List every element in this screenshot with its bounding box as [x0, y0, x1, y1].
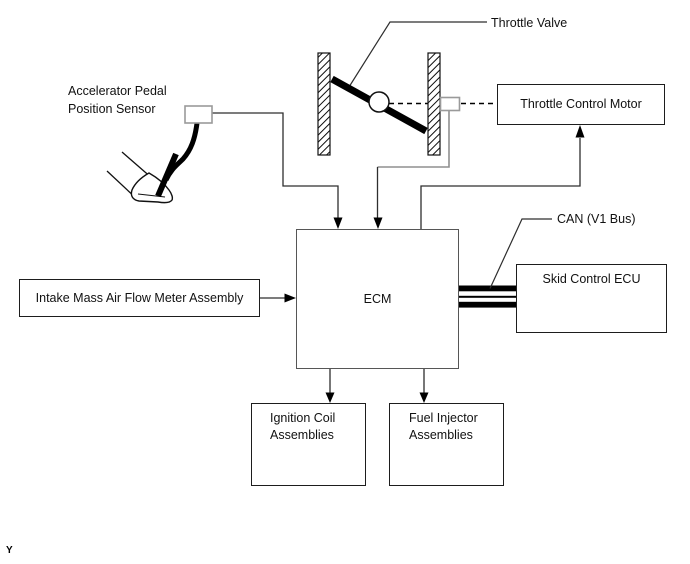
- throttle-motor-shaft: [441, 98, 460, 111]
- page-marker-y: Y: [6, 545, 13, 556]
- arrowhead-throttle-to-ecm: [374, 218, 383, 230]
- ignition-coil-box: [251, 403, 366, 486]
- accelerator-pedal-callout-line2: Position Sensor: [68, 102, 156, 116]
- throttle-bore-wall-right: [428, 53, 440, 155]
- throttle-control-motor-box: [497, 84, 665, 125]
- arrowhead-pedal-to-ecm: [334, 218, 343, 230]
- throttle-valve-leader-line: [349, 22, 487, 87]
- accelerator-pedal-callout-line1: Accelerator Pedal: [68, 84, 167, 98]
- ignition-coil-label-line2: Assemblies: [270, 428, 334, 442]
- pedal-position-sensor-body: [185, 106, 212, 123]
- skid-control-ecu-box: [516, 264, 667, 333]
- ignition-coil-label-line1: Ignition Coil: [270, 411, 336, 425]
- accelerator-pedal-drawing: [107, 106, 212, 203]
- throttle-control-motor-label: Throttle Control Motor: [520, 97, 642, 111]
- ecm-label: ECM: [363, 291, 392, 306]
- throttle-bore-wall-left: [318, 53, 330, 155]
- ecm-box: [296, 229, 459, 369]
- throttle-pivot-circle: [369, 92, 389, 112]
- throttle-valve-callout: Throttle Valve: [491, 16, 568, 30]
- fuel-injector-label-line2: Assemblies: [409, 428, 473, 442]
- arrowhead-ecm-to-ignition: [326, 393, 335, 404]
- arrowhead-ecm-to-fuel: [420, 393, 429, 404]
- can-bus-callout: CAN (V1 Bus): [557, 212, 636, 226]
- fuel-injector-box: [389, 403, 504, 486]
- accelerator-pedal-sensor-callout: [68, 82, 167, 118]
- skid-control-ecu-label: Skid Control ECU: [542, 272, 641, 286]
- arrowhead-ecm-to-motor: [576, 125, 585, 138]
- throttle-body-drawing: [318, 53, 497, 155]
- intake-maf-box: [19, 279, 260, 317]
- arrowhead-maf-to-ecm: [285, 294, 297, 303]
- intake-maf-label: Intake Mass Air Flow Meter Assembly: [35, 290, 244, 305]
- fuel-injector-label-line1: Fuel Injector: [409, 411, 478, 425]
- can-bus-lines: [459, 286, 516, 308]
